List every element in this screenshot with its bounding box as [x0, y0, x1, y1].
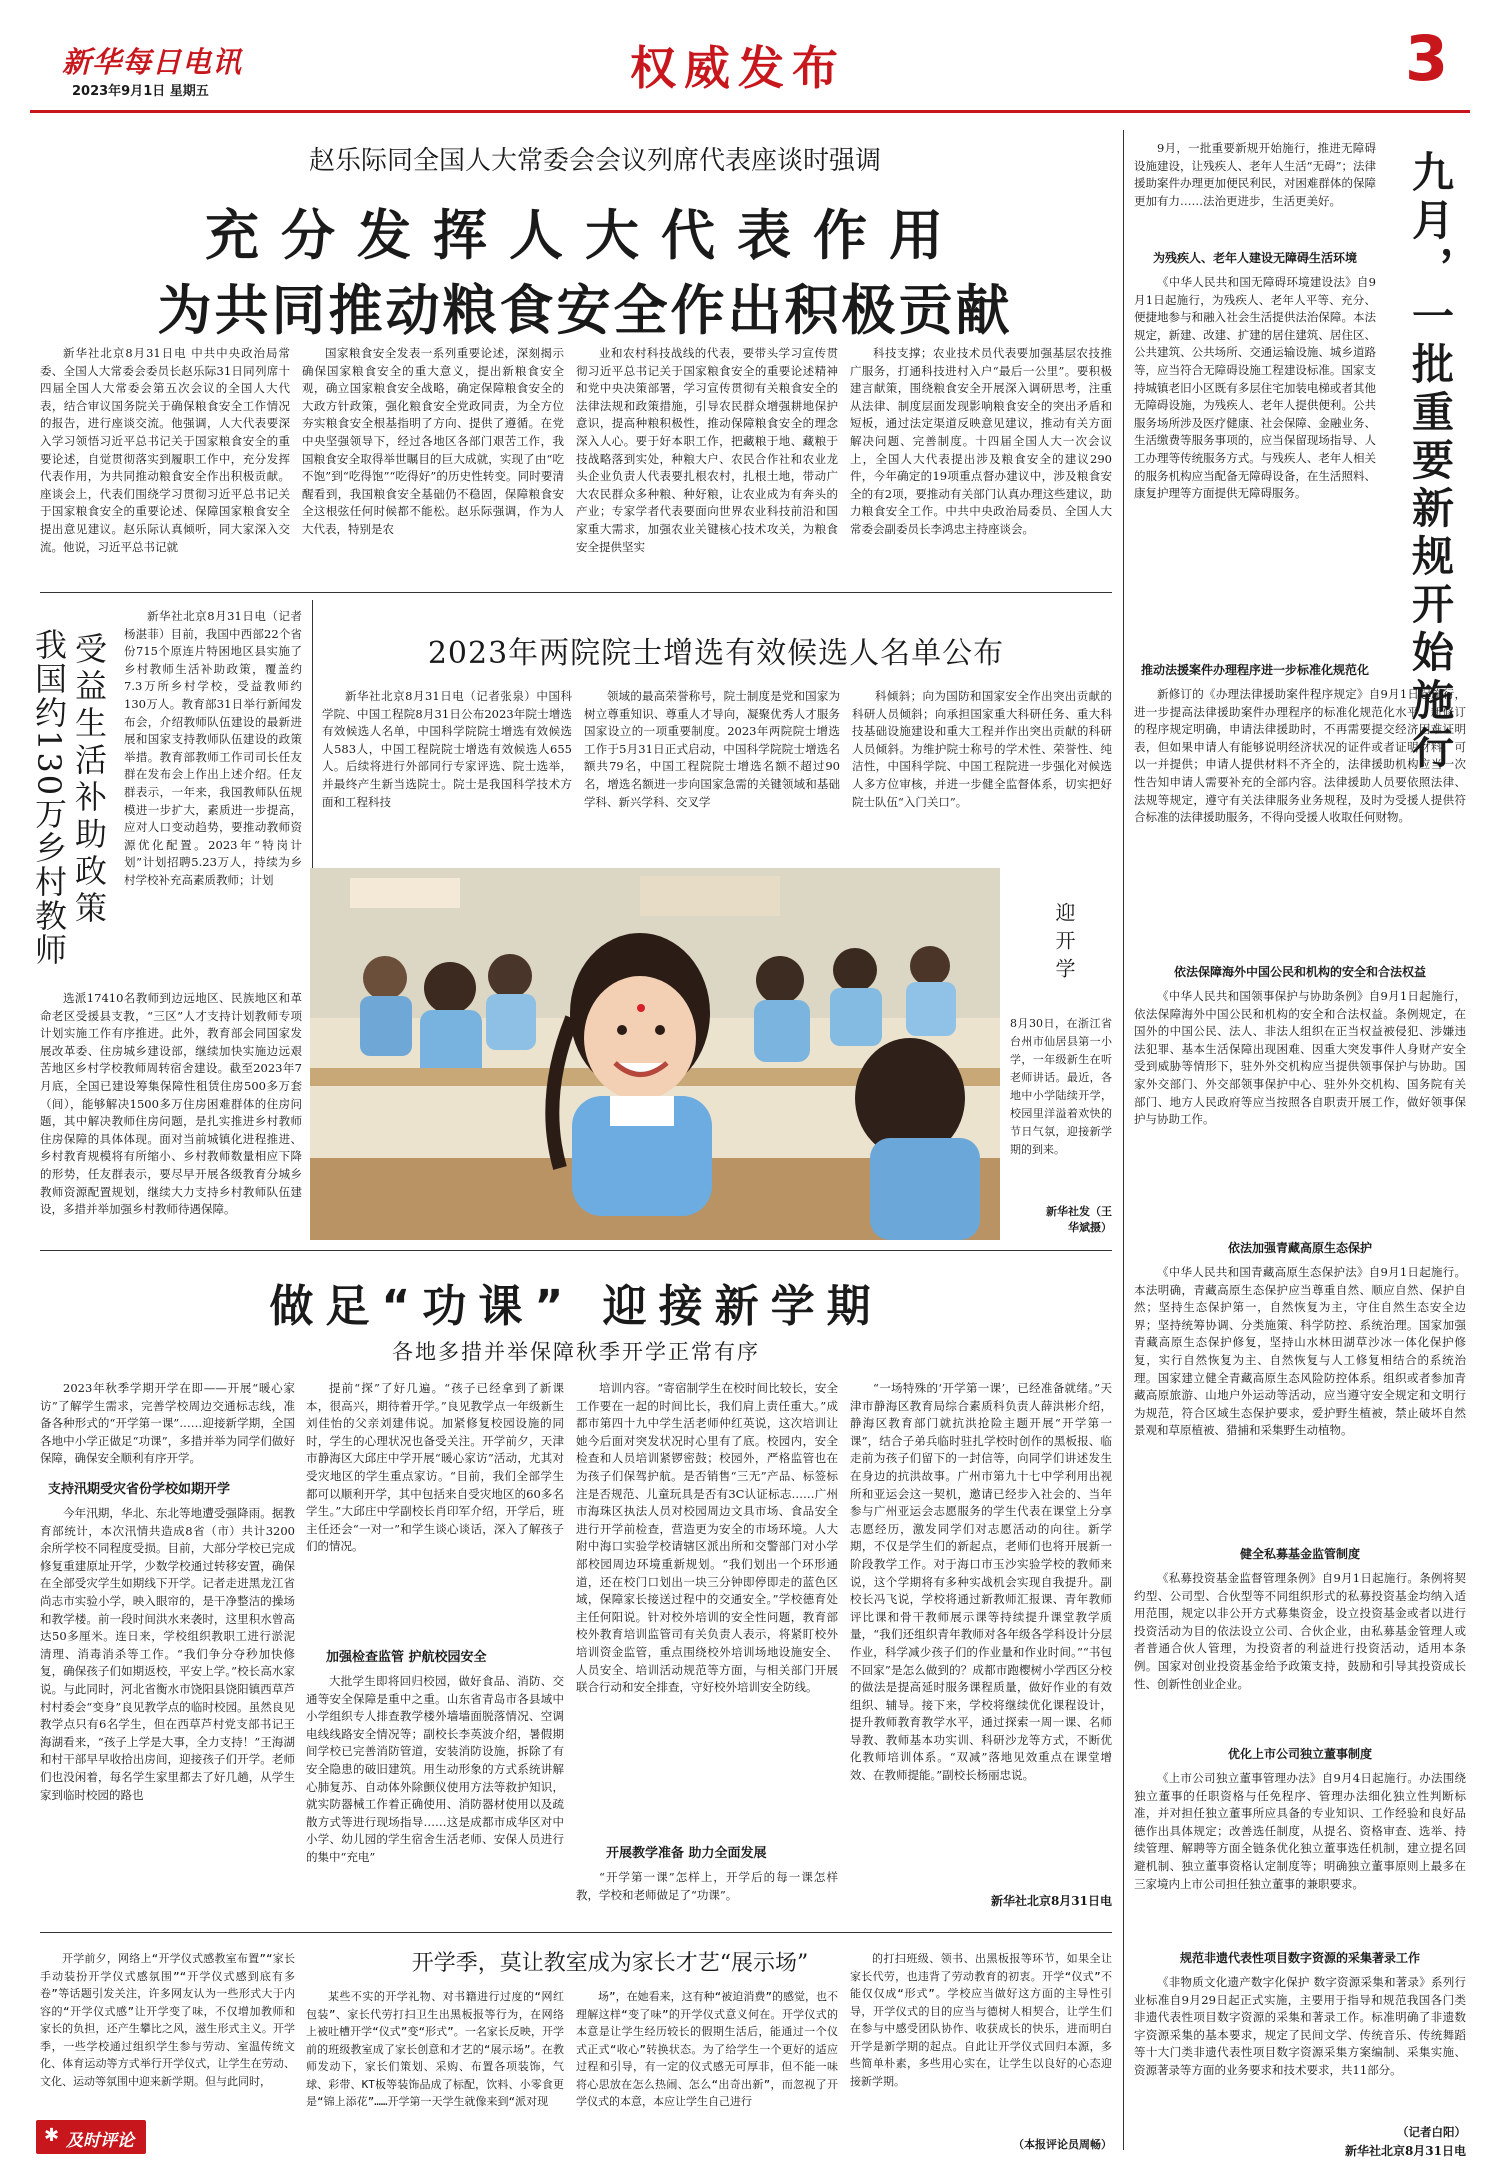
article-paragraph: 培训内容。“寄宿制学生在校时间比较长，安全工作要在一起的时间比长，我们肩上责任重大。”成都市第四十九中学生活老师仲红英说，这次培训让她今后面对突发状况时心里有了底。校园内，安全检查和人员培训紧锣密鼓；校园外，严格监管也在为孩子们保驾护航。是否销售“三无”产品、标签标注是否规范、儿童玩具是否有3C认证标志……广州市海珠区执法人员对校园周边文具市场、食品安全进行开学前检查，营造更为安全的市场环境。人大附中海口实验学校请辖区派出所和交警部门对小学部校园周边环境重新规划。“我们划出一个环形通道，还在校门口划出一块三分钟即停即走的蓝色区域，保障家长接送过程中的交通安全。”学校德育处主任何阳说。针对校外培训的安全性问题，教育部校外教育培训监管司有关负责人表示，将紧盯校外培训资金监管，重点围绕校外培训场地设施安全、人员安全、培训活动规范等方面，与相关部门开展联合行动和安全排查，守好校外培训安全防线。: [576, 1381, 838, 1695]
sidebar-dateline: 新华社北京8月31日电: [1344, 2144, 1466, 2158]
article-column: 领域的最高荣誉称号，院士制度是党和国家为树立尊重知识、尊重人才导向，凝聚优秀人才服务国家设立的一项重要制度。2023年两院院士增选工作于5月31日正式启动，中国科学院院士增选名额共79名，中国工程院院士增选名额不超过90名，增选名额进一步向国家急需的关键领域和基础学科、新兴学科、交叉学: [584, 689, 840, 809]
article-headline: 做足“功课” 迎接新学期: [269, 1281, 883, 1332]
article-subheadline: 各地多措并举保障秋季开学正常有序: [392, 1340, 760, 1364]
section-subheading: 加强检查监管 护航校园安全: [326, 1650, 487, 1665]
sidebar-item-heading: 健全私募基金监管制度: [1239, 1547, 1360, 1561]
section-subheading: 开展教学准备 助力全面发展: [606, 1846, 767, 1861]
classroom-photo-illustration: [310, 868, 1000, 1240]
sidebar-item-heading: 规范非遗代表性项目数字资源的采集著录工作: [1179, 1951, 1420, 1965]
article-vertical-headline: 受益生活补助政策: [70, 632, 108, 928]
article-paragraph: 提前“探”了好几遍。“孩子已经拿到了新课本，很高兴，期待着开学。”良见教学点一年级新生刘佳怡的父亲刘建伟说。加紧修复校园设施的同时，学生的心理状况也备受关注。开学前夕，天津市静海区大邱庄中学开展“暖心家访”活动，尤其对受灾地区的学生重点家访。“目前，我们全部学生都可以顺利开学，其中包括来自受灾地区的60多名学生。”大邱庄中学副校长肖印军介绍，开学后，班主任还会“一对一”和学生谈心谈话，深入了解孩子们的情况。: [306, 1381, 564, 1554]
sidebar-item: [1134, 248, 1376, 658]
article-vertical-headline: 我国约130万乡村教师: [30, 628, 68, 968]
sidebar-item: [1134, 962, 1466, 1232]
sidebar-item-body: 《中华人民共和国青藏高原生态保护法》自9月1日起施行。本法明确，青藏高原生态保护应当尊重自然、顺应自然、保护自然；坚持生态保护第一，自然恢复为主，守住自然生态安全边界；坚持统筹协调、分类施策、科学防控、系统治理。国家加强青藏高原生态保护修复，坚持山水林田湖草沙冰一体化保护修复，实行自然恢复为主、自然恢复与人工修复相结合的系统治理。国家建立健全青藏高原生态风险防控体系。组织或者参加青藏高原旅游、山地户外运动等活动，应当遵守安全规定和文明行为规范，符合区域生态保护要求，爱护野生植被，禁止破坏自然景观和草原植被、猎捕和采集野生动植物。: [1134, 1265, 1466, 1438]
divider: [40, 1932, 1112, 1933]
article-column: 新华社北京8月31日电（记者张泉）中国科学院、中国工程院8月31日公布2023年院士增选有效候选人名单，中国科学院院士增选有效候选人583人，中国工程院院士增选有效候选人655人。后续将进行外部同行专家评选、院士选举，并最终产生新当选院士。院士是我国科学技术方面和工程科技: [322, 689, 572, 809]
commentary-column: 某些不实的开学礼物、对书籍进行过度的“网红包装”、家长代劳打扫卫生出黑板报等行为，在网络上被吐槽开学“仪式”变“形式”。一名家长反映，开学前的班级教室成了家长创意和才艺的“展示场”。在教师发动下，家长们策划、采购、布置各项装饰，气球、彩带、KT板等装饰品成了标配，饮料、小零食更是“锦上添花”……开学第一天学生就像来到“派对现: [306, 1990, 564, 2108]
commentary-column: 开学前夕，网络上“开学仪式感教室布置”“家长手动装扮开学仪式感氛围”“开学仪式感到底有多卷”等话题引发关注，许多网友认为一些形式大于内容的“开学仪式感”让开学变了味，不仅增加教师和家长的负担，还产生攀比之风，滋生形式主义。开学季，一些学校通过组织学生参与劳动、室温传统文化、体育运动等方式举行开学仪式，让学生在劳动、文化、运动等氛围中迎来新学期。但与此同时，: [40, 1952, 295, 2088]
article-column: 国家粮食安全发表一系列重要论述，深刻揭示确保国家粮食安全的重大意义，提出新粮食安全观，确立国家粮食安全战略，确定保障粮食安全的大政方针政策，强化粮食安全党政同责，为全方位夯实粮食安全根基指明了方向、提供了遵循。在党中央坚强领导下，经过各地区各部门艰苦工作，我国粮食安全取得举世瞩目的巨大成就，实现了由“吃不饱”到“吃得饱”“吃得好”的历史性转变。同时要清醒看到，我国粮食安全基础仍不稳固，保障粮食安全这根弦任何时候都不能松。赵乐际强调，作为人大代表，特别是农: [302, 346, 564, 536]
article-headline-line2: 为共同推动粮食安全作出积极贡献: [157, 279, 1013, 342]
sidebar-vertical-headline: 九月，一批重要新规开始施行: [1406, 150, 1455, 774]
sidebar-intro: 9月，一批重要新规开始施行，推进无障碍设施建设，让残疾人、老年人生活“无碍”；法律援助案件办理更加便民利民，对困难群体的保障更加有力……法治更进步，生活更美好。: [1134, 141, 1376, 208]
article-column: 新华社北京8月31日电 中共中央政治局常委、全国人大常委会委员长赵乐际31日同列席十四届全国人大常委会第五次会议的全国人大代表，结合审议国务院关于确保粮食安全工作情况的报告，进行座谈交流。他强调，人大代表要深入学习领悟习近平总书记关于国家粮食安全的重要论述，自觉贯彻落实到履职工作中，充分发挥代表作用，为共同推动粮食安全作出积极贡献。座谈会上，代表们围绕学习贯彻习近平总书记关于国家粮食安全的重要论述、保障国家粮食安全提出意见建议。赵乐际认真倾听，同大家深入交流。他说，习近平总书记就: [40, 346, 290, 554]
sidebar-item: [1134, 1544, 1466, 1740]
sidebar-item: [1134, 1744, 1466, 1944]
article-paragraph: 今年汛期，华北、东北等地遭受强降雨。据教育部统计，本次汛情共造成8省（市）共计3200余所学校不同程度受损。目前，大部分学校已完成修复重建原址开学，少数学校通过转移安置，确保在全部受灾学生如期线下开学。记者走进黑龙江省尚志市实验小学，映入眼帘的，是干净整洁的操场和教学楼。前一段时间洪水来袭时，这里积水曾高达50多厘米。连日来，学校组织教职工进行淤泥清理、消毒消杀等工作。“我们争分夺秒加快修复，确保孩子们如期返校，平安上学。”校长高水家说。与此同时，河北省衡水市饶阳县饶阳镇西草芦村村委会“变身”良见教学点的临时校园。虽然良见教学点只有6名学生，但在西草芦村党支部书记王海湖看来，“孩子上学是大事，全力支持！”王海湖和村干部早早收拾出房间，迎接孩子们开学。老师们也没闲着，每名学生家里都去了好几趟，从学生家到临时校园的路也: [40, 1506, 295, 1802]
page-number: 3: [1405, 22, 1449, 95]
sidebar-item-heading: 优化上市公司独立董事制度: [1227, 1747, 1372, 1761]
commentary-column: 场”，在她看来，这有种“被迫消费”的感觉，也不理解这样“变了味”的开学仪式意义何在。开学仪式的本意是让学生经历较长的假期生活后，能通过一个仪式正式“收心”转换状态。为了给学生一个更好的适应过程和引导，有一定的仪式感无可厚非，但不能一味将心思放在怎么热闹、怎么“出奇出新”，而忽视了开学仪式的本意，本应让学生自己进行: [576, 1990, 838, 2108]
commentary-badge-label: 及时评论: [66, 2131, 134, 2151]
article-column: [40, 1380, 295, 1920]
section-subheading: 支持汛期受灾省份学校如期开学: [48, 1482, 231, 1497]
sidebar-item: [1134, 1948, 1466, 2128]
masthead-rule: [30, 110, 1470, 113]
article-column: 选派17410名教师到边远地区、民族地区和革命老区受援县支教，“三区”人才支持计划教师专项计划实施工作有序推进。此外，教育部会同国家发展改革委、住房城乡建设部，继续加快实施边远艰苦地区乡村学校教师周转宿舍建设。截至2023年7月底，全国已建设筹集保障性租赁住房500多万套（间），能够解决1500多万住房困难群体的住房问题，其中解决教师住房问题，是扎实推进乡村教师住房保障的具体体现。面对当前城镇化进程推进、乡村教育规模将有所缩小、乡村教师数量相应下降的形势，任友群表示，要尽早开展各级教育分城乡教师资源配置规划，继续大力支持乡村教师队伍建设，多措并举加强乡村教师待遇保障。: [40, 991, 302, 1217]
commentary-author: （本报评论员周畅）: [1013, 2138, 1112, 2151]
article-paragraph: 2023年秋季学期开学在即——开展“暖心家访”了解学生需求，完善学校周边交通标志线，准备各种形式的“开学第一课”……迎接新学期，全国各地中小学正做足“功课”，多措并举为同学们做好保障，确保安全顺利有序开学。: [40, 1381, 295, 1466]
sidebar-divider: [1123, 130, 1124, 2150]
newspaper-logo: 新华每日电讯: [62, 45, 243, 79]
sidebar-item-heading: 依法加强青藏高原生态保护: [1227, 1241, 1372, 1255]
article-column: 科倾斜；向为国防和国家安全作出突出贡献的科研人员倾斜；向承担国家重大科研任务、重大科技基础设施建设和重大工程并作出突出贡献的科研人员倾斜。为维护院士称号的学术性、荣誉性、纯洁性，中国科学院、中国工程院进一步强化对候选人多方位审核，并进一步健全监督体系，切实把好院士队伍“入门关口”。: [852, 689, 1112, 809]
photo-caption: 8月30日，在浙江省台州市仙居县第一小学，一年级新生在听老师讲话。最近，各地中小学陆续开学，校园里洋溢着欢快的节日气氛，迎接新学期的到来。: [1010, 1017, 1112, 1156]
sidebar-item: [1134, 660, 1466, 956]
photo-credit: 新华社发（王华斌摄）: [1046, 1205, 1112, 1234]
sidebar-item-body: 《非物质文化遗产数字化保护 数字资源采集和著录》系列行业标准自9月29日起正式实施，主要用于指导和规范我国各门类非遗代表性项目数字资源的采集和著录工作。标准明确了非遗数字资源采集的基本要求，规定了民间文学、传统音乐、传统舞蹈等十大门类非遗代表性项目数字资源采集方案编制、采集实施、资源著录等方面的业务要求和技术要求，共11部分。: [1134, 1975, 1466, 2077]
article-paragraph: “一场特殊的‘开学第一课’，已经准备就绪。”天津市静海区教育局综合素质科负责人薛洪彬介绍，静海区教育部门就抗洪抢险主题开展“开学第一课”，结合子弟兵临时驻扎学校时创作的黑板报、临走前为孩子们留下的一封信等，向同学们讲述发生在身边的抗洪故事。广州市第九十七中学利用出视所和亚运会这一契机，邀请已经步入社会的、当年参与广州亚运会志愿服务的学生代表在课堂上分享志愿经历，激发同学们对志愿活动的向往。新学期，不仅是学生们的新起点，老师们也将开展新一阶段教学工作。对于海口市玉沙实验学校的教师来说，这个学期将有多种实战机会实现自我提升。副校长冯飞说，学校将通过新教师汇报课、青年教师评比课和骨干教师展示课等持续提升课堂教学质量，“我们还组织青年教师对各年级各学科设计分层作业，科学减少孩子们的作业量和作业时间。”“书包不回家”是怎么做到的？成都市跑樱树小学西区分校的做法是提高延时服务课程质量，做好作业的有效组织、辅导。接下来，学校将继续优化课程设计，提升教师教育教学水平，通过探索一周一课、名师导教、教师基本功实训、科研沙龙等方式，不断优化教师培训体系。“双减”落地见效重点在课堂增效、在教师提能。”副校长杨丽忠说。: [850, 1381, 1112, 1783]
article-headline-line1: 充分发挥人大代表作用: [205, 204, 965, 267]
divider: [40, 1250, 1112, 1251]
sidebar-item-heading: 为残疾人、老年人建设无障碍生活环境: [1152, 251, 1357, 265]
article-column: 新华社北京8月31日电（记者杨湛菲）目前，我国中西部22个省份715个原连片特困地区县实施了乡村教师生活补助政策，覆盖约7.3万所乡村学校，受益教师约130万人。教育部31日举行新闻发布会，介绍教师队伍建设的最新进展和国家支持教师队伍建设的政策举措。教育部教师工作司司长任友群在发布会上作出上述介绍。任友群表示，一年来，我国教师队伍规模进一步扩大，素质进一步提高，应对人口变动趋势，要推动教师资源优化配置。2023年“特岗计划”计划招聘5.23万人，持续为乡村学校补充高素质教师；计划: [124, 609, 302, 887]
commentary-badge: [36, 2120, 146, 2154]
sidebar-item-body: 《私募投资基金监督管理条例》自9月1日起施行。条例将契约型、公司型、合伙型等不同组织形式的私募投资基金均纳入适用范围，规定以非公开方式募集资金，设立投资基金或者以进行投资活动为目的依法设立公司、合伙企业，由私募基金管理人或者普通合伙人管理，为投资者的利益进行投资活动，适用本条例。国家对创业投资基金给予政策支持，鼓励和引导其投资成长性、创新性创业企业。: [1134, 1571, 1466, 1691]
sidebar-item-body: 《中华人民共和国无障碍环境建设法》自9月1日起施行，为残疾人、老年人平等、充分、便捷地参与和融入社会生活提供法治保障。本法规定，新建、改建、扩建的居住建筑、居住区、公共建筑、公共场所、交通运输设施、城乡道路等，应当符合无障碍设施工程建设标准。国家支持城镇老旧小区既有多层住宅加装电梯或者其他无障碍设施，为残疾人、老年人提供便利。公共服务场所涉及医疗健康、社会保障、金融业务、生活缴费等服务事项的，应当保留现场指导、人工办理等传统服务方式。与残疾人、老年人相关的服务机构应当配备无障碍设备，在生活照料、康复护理等方面提供无障碍服务。: [1134, 275, 1376, 501]
commentary-headline: 开学季，莫让教室成为家长才艺“展示场”: [411, 1951, 809, 1976]
sidebar-author: （记者白阳）: [1397, 2125, 1466, 2139]
article-headline: 2023年两院院士增选有效候选人名单公布: [427, 636, 1005, 671]
sidebar-item-heading: 依法保障海外中国公民和机构的安全和合法权益: [1173, 965, 1426, 979]
article-dateline: 新华社北京8月31日电: [990, 1894, 1112, 1908]
sidebar-item-body: 《上市公司独立董事管理办法》自9月4日起施行。办法围绕独立董事的任职资格与任免程序、管理办法细化独立性判断标准，并对担任独立董事所应具备的专业知识、工作经验和良好品德作出具体规定；改善选任制度，从提名、资格审查、选举、持续管理、解聘等方面全链条优化独立董事选任机制，建立提名回避机制、独立董事资格认定制度等；明确独立董事原则上最多在三家境内上市公司担任独立董事的兼职要求。: [1134, 1771, 1466, 1891]
article-paragraph: 大批学生即将回归校园，做好食品、消防、交通等安全保障是重中之重。山东省青岛市各县域中小学组织专人排查教学楼外墙墙面脱落情况、空调电线线路安全情况等；副校长李英波介绍，暑假期间学校已完善消防管道，安装消防设施，拆除了有安全隐患的破旧建筑。用生动形象的方式系统讲解心肺复苏、自动体外除颤仪使用方法等救护知识，就实防器械工作着正确使用、消防器材使用以及疏散方式等进行现场指导……这是成都市成华区对中小学、幼儿园的学生宿舍生活老师、安保人员进行的集中“充电”: [306, 1674, 564, 1864]
news-photo: [310, 868, 1000, 1240]
flame-icon: ✱: [44, 2125, 60, 2146]
article-column: 业和农村科技战线的代表，要带头学习宣传贯彻习近平总书记关于国家粮食安全的重要论述精神和党中央决策部署，学习宣传贯彻有关粮食安全的法律法规和政策措施，引导农民群众增强耕地保护意识，提高种粮积极性，推动保障粮食安全的理念深入人心。要于好本职工作，把藏粮于地、藏粮于技战略落到实处，种粮大户、农民合作社和农业龙头企业负责人代表要扎根农村，扎根土地，带动广大农民群众多种粮、种好粮，让农业成为有奔头的产业；专家学者代表要面向世界农业科技前沿和国家重大需求，加强农业关键核心技术攻关，为粮食安全提供坚实: [576, 346, 838, 554]
sidebar-item-body: 新修订的《办理法律援助案件程序规定》自9月1日起施行，进一步提高法律援助案件办理程序的标准化规范化水平。新修订的程序规定明确，申请法律援助时，不再需要提交经济困难证明表，但如果申请人有能够说明经济状况的证件或者证明材料，可以一并提供；申请人提供材料不齐全的，法律援助机构应当一次性告知申请人需要补充的全部内容。法律援助人员要依照法律、法规等规定，遵守有关法律服务业务规程，及时为受援人提供符合标准的法律援助服务，不得向受援人收取任何财物。: [1134, 687, 1466, 825]
article-column: [850, 1380, 1112, 1920]
article-column: 科技支撑；农业技术员代表要加强基层农技推广服务，打通科技进村入户“最后一公里”。要积极建言献策，围绕粮食安全开展深入调研思考，注重从法律、制度层面发现影响粮食安全的突出矛盾和短板，通过法定渠道反映意见建议，推动有关方面解决问题、完善制度。十四届全国人大一次会议上，全国人大代表提出涉及粮食安全的建议290件，今年确定的19项重点督办建议中，涉及粮食安全的有2项，要推动有关部门认真办理这些建议，助力粮食安全工作。中共中央政治局委员、全国人大常委会副委员长李鸿忠主持座谈会。: [850, 346, 1112, 536]
sidebar-item: [1134, 1238, 1466, 1538]
divider: [40, 592, 1112, 593]
article-column: [576, 1380, 838, 1920]
section-title: 权威发布: [630, 41, 846, 95]
sidebar-item-body: 《中华人民共和国领事保护与协助条例》自9月1日起施行，依法保障海外中国公民和机构的安全和合法权益。条例规定，在国外的中国公民、法人、非法人组织在正当权益被侵犯、涉嫌违法犯罪、基本生活保障出现困难、因重大突发事件人身财产安全受到威胁等情形下，驻外外交机构应当提供领事保护与协助。国家外交部门、外交部领事保护中心、驻外外交机构、国务院有关部门、地方人民政府等应当按照各自职责开展工作，做好领事保护与协助工作。: [1134, 989, 1466, 1127]
commentary-column: 的打扫班级、领书、出黑板报等环节，如果全让家长代劳，也违背了劳动教育的初衷。开学“仪式”不能仅仅成“形式”。学校应当做好这方面的主导性引导，开学仪式的目的应当与德树人相契合，让学生们在参与中感受团队协作、收获成长的快乐，进而明白开学是新学期的起点。自此让开学仪式回归本源，多些简单朴素，多些用心实在，让学生以良好的心态迎接新学期。: [850, 1952, 1112, 2088]
issue-date: 2023年9月1日 星期五: [72, 84, 209, 99]
article-kicker: 赵乐际同全国人大常委会会议列席代表座谈时强调: [308, 146, 881, 176]
sidebar-item-heading: 推动法援案件办理程序进一步标准化规范化: [1140, 663, 1369, 677]
article-column: [306, 1380, 564, 1920]
article-paragraph: “开学第一课”怎样上，开学后的每一课怎样教，学校和老师做足了“功课”。: [576, 1870, 838, 1902]
masthead: [30, 22, 1470, 114]
photo-caption-title: 迎开学: [1052, 902, 1076, 986]
